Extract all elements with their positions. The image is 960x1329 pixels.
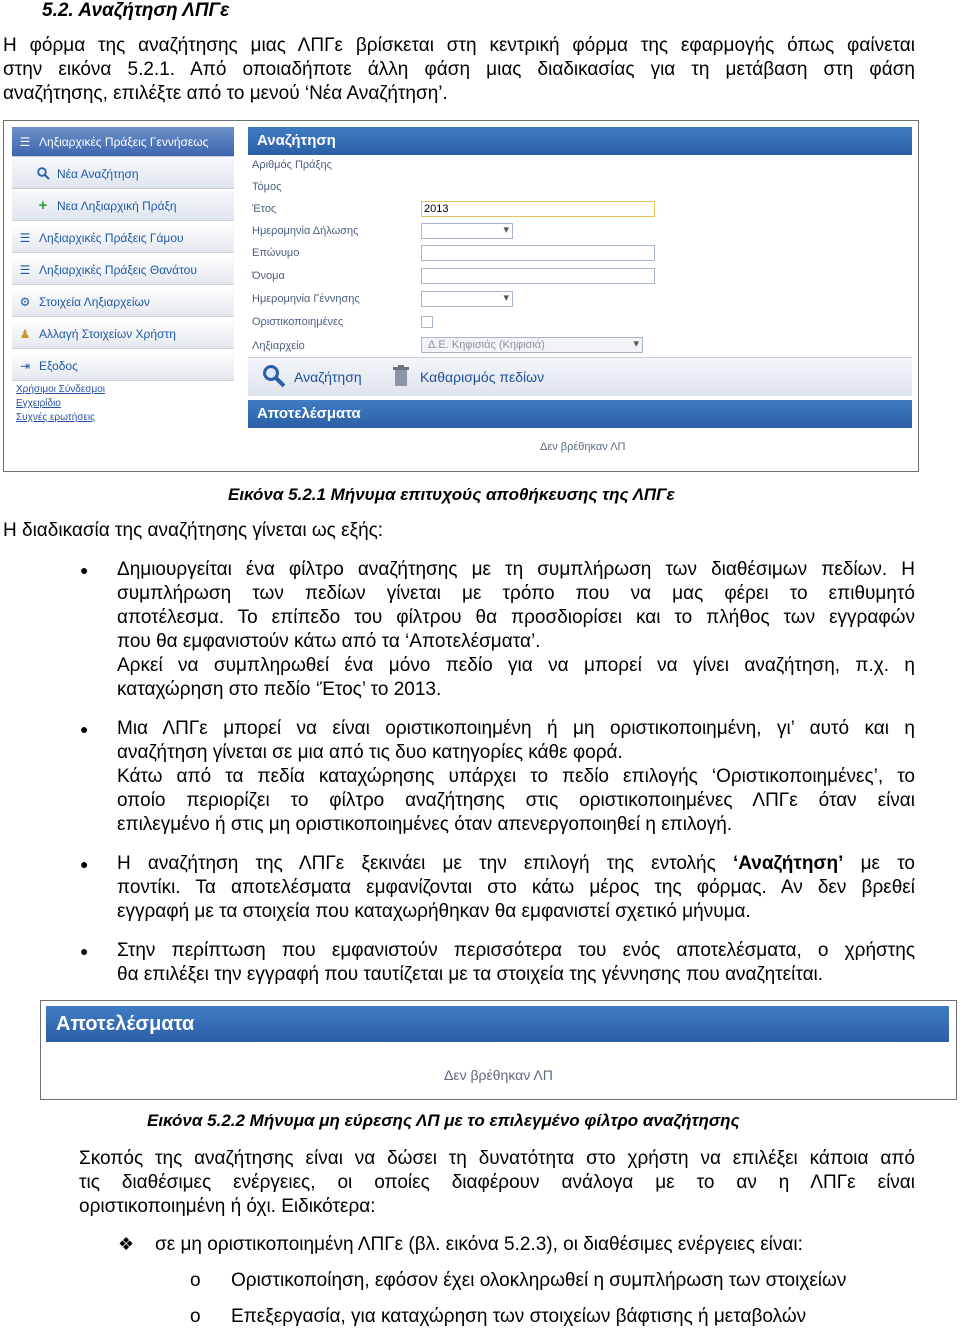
exit-icon: ⇥ [19,358,31,373]
menu-item-label: Ληξιαρχικές Πράξεις Θανάτου [39,262,197,277]
closing-line-2: τις διαθέσιμες ενέργειες, οι οποίες διαφέρουν ανάλογα με το αν η ΛΠΓε είναι [79,1172,915,1193]
link-manual[interactable]: Εγχειρίδιο [16,398,61,409]
menu-item-label: Νεα Ληξιαρχική Πράξη [57,198,177,213]
clear-fields-button[interactable] [392,364,544,390]
registry-select[interactable]: Δ.Ε. Κηφισιάς (Κηφισιά) ▾ [421,337,643,353]
intro-line-1: Η φόρμα της αναζήτησης μιας ΛΠΓε βρίσκεται στη κεντρική φόρμα της εφαρμογής όπως φαίνεται [3,35,915,56]
bullet-dot: ● [80,943,89,959]
search-button-label: Αναζήτηση [294,369,362,385]
label-name: Όνομα [252,270,285,282]
menu-item-marriage-acts[interactable] [12,223,234,253]
sub-item-1: Οριστικοποίηση, εφόσον έχει ολοκληρωθεί η συμπλήρωση των στοιχείων [231,1270,847,1291]
diamond-bullet-icon: ❖ [118,1234,135,1254]
search-icon [262,364,286,391]
figure-search-form-screenshot [3,120,919,472]
label-registry: Ληξιαρχείο [252,340,305,352]
bullet-1-line-1: Δημιουργείται ένα φίλτρο αναζήτησης με τη συμπλήρωση των διαθέσιμων πεδίων. Η [117,559,915,580]
search-actions [248,357,912,396]
label-declaration-date: Ημερομηνία Δήλωσης [252,225,359,237]
list-icon: ☰ [19,262,31,277]
figure-results-screenshot [40,1000,957,1100]
bullet-1-line-6: καταχώρηση στο πεδίο ‘Έτος’ το 2013. [117,679,442,700]
link-useful-links[interactable]: Χρήσιμοι Σύνδεσμοι [16,384,106,395]
link-faq[interactable]: Συχνές ερωτήσεις [16,412,95,423]
search-panel-title: Αναζήτηση [248,127,912,155]
bullet-3-line-3: εγγραφή με τα στοιχεία που καταχωρήθηκαν θα εμφανιστεί σχετικό μήνυμα. [117,901,751,922]
finalized-checkbox[interactable] [421,316,433,328]
results-empty-message: Δεν βρέθηκαν ΛΠ [444,1067,553,1083]
results-title: Αποτελέσματα [248,400,912,428]
menu-item-death-acts[interactable] [12,255,234,285]
label-volume: Τόμος [252,181,282,193]
menu-item-registry-info[interactable] [12,287,234,317]
figure-1-caption: Εικόνα 5.2.1 Μήνυμα επιτυχούς αποθήκευσης της ΛΠΓε [228,485,675,504]
clear-fields-label: Καθαρισμός πεδίων [420,369,545,385]
label-year: Έτος [252,203,277,215]
intro-line-3: αναζήτησης, επιλέξτε από το μενού ‘Νέα Αναζήτηση’. [3,83,448,104]
label-finalized: Οριστικοποιημένες [252,316,344,328]
bullet-3-text: Η αναζήτηση της ΛΠΓε ξεκινάει με την επιλογή της εντολής [117,853,733,874]
search-button[interactable] [262,364,362,390]
closing-line-1: Σκοπός της αναζήτησης είναι να δώσει τη δυνατότητα στο χρήστη να επιλέξει κάποια από [79,1148,915,1169]
menu-item-label: Αλλαγή Στοιχείων Χρήστη [39,326,176,341]
closing-line-3: οριστικοποιημένη ή όχι. Ειδικότερα: [79,1196,376,1217]
label-birth-date: Ημερομηνία Γέννησης [252,293,360,305]
section-heading: 5.2. Αναζήτηση ΛΠΓε [42,0,230,21]
bullet-4-line-1: Στην περίπτωση που εμφανιστούν περισσότερα του ενός αποτελέσματα, ο χρήστης [117,940,915,961]
search-command: ‘Αναζήτηση’ [732,853,844,874]
plus-icon: + [38,197,48,214]
bullet-2-line-2: αναζήτηση γίνεται σε μια από τις δυο κατηγορίες κάθε φορά. [117,742,623,763]
menu-item-new-search[interactable] [12,159,234,189]
diamond-item: σε μη οριστικοποιημένη ΛΠΓε (βλ. εικόνα 5.2.3), οι διαθέσιμες ενέργειες είναι: [155,1234,803,1255]
year-input[interactable]: 2013 [421,201,655,217]
name-input[interactable] [421,268,655,284]
bullet-2-line-1: Μια ΛΠΓε μπορεί να είναι οριστικοποιημένη ή μη οριστικοποιημένη, γι’ αυτό και η [117,718,915,739]
sub-bullet-o: o [190,1306,201,1327]
bullet-3-text-end: με το [843,853,915,874]
bullet-dot: ● [80,856,89,872]
menu-item-new-act[interactable] [12,191,234,221]
menu-item-birth-acts[interactable] [12,127,234,157]
gear-icon: ⚙ [19,294,31,309]
birth-date-picker[interactable] [421,291,513,307]
trash-icon [392,365,410,390]
bullet-1-line-4: που θα εμφανιστούν κάτω από τα ‘Αποτελέσματα’. [117,631,541,652]
results-empty-message: Δεν βρέθηκαν ΛΠ [540,441,626,453]
intro-line-2: στην εικόνα 5.2.1. Από οποιαδήποτε άλλη φάση μιας διαδικασίας για τη μετάβαση στη φάση [3,59,915,80]
label-act-number: Αριθμός Πράξης [252,159,332,171]
declaration-date-picker[interactable] [421,223,513,239]
menu-item-exit[interactable] [12,351,234,381]
bullet-4-line-2: θα επιλέξει την εγγραφή που ταυτίζεται με τα στοιχεία της γέννησης που αναζητείται. [117,964,824,985]
bullet-2-line-4: οποίο περιορίζει το φίλτρο αναζήτησης στις οριστικοποιημένες ΛΠΓε όταν είναι [117,790,915,811]
bullet-dot: ● [80,721,89,737]
list-icon: ☰ [19,134,31,149]
menu-item-label: Νέα Αναζήτηση [57,166,139,181]
figure-2-caption: Εικόνα 5.2.2 Μήνυμα μη εύρεσης ΛΠ με το επιλεγμένο φίλτρο αναζήτησης [147,1111,740,1130]
menu-item-label: Ληξιαρχικές Πράξεις Γάμου [39,230,184,245]
bullet-1-line-3: αποτέλεσμα. Το επίπεδο του φίλτρου θα προσδιορίσει και το πλήθος των εγγραφών [117,607,915,628]
menu-item-change-user[interactable] [12,319,234,349]
bullet-3-line-1 [117,852,915,876]
bullet-1-line-2: συμπλήρωση των πεδίων γίνεται με τρόπο που να μας φέρει το επιθυμητό [117,583,915,604]
list-icon: ☰ [19,230,31,245]
useful-links [16,383,105,425]
sub-item-2: Επεξεργασία, για καταχώρηση των στοιχείων βάφτισης ή μεταβολών [231,1306,807,1327]
results-title: Αποτελέσματα [46,1006,949,1042]
bullet-3-line-2: ποντίκι. Τα αποτελέσματα εμφανίζονται στο κάτω μέρος της φόρμας. Αν δεν βρεθεί [117,877,915,898]
menu-item-label: Στοιχεία Ληξιαρχείων [39,294,150,309]
bullet-dot: ● [80,562,89,578]
search-icon [36,167,50,181]
menu-item-label: Εξοδος [39,358,78,373]
user-icon: ♟ [19,326,31,341]
menu-item-label: Ληξιαρχικές Πράξεις Γεννήσεως [39,134,209,149]
bullet-2-line-5: επιλεγμένο ή στις μη οριστικοποιημένες όταν απενεργοποιηθεί η επιλογή. [117,814,733,835]
process-intro: Η διαδικασία της αναζήτησης γίνεται ως εξής: [3,520,384,541]
surname-input[interactable] [421,245,655,261]
bullet-1-line-5: Αρκεί να συμπληρωθεί ένα μόνο πεδίο για να μπορεί να γίνει αναζήτηση, π.χ. η [117,655,915,676]
search-panel [248,127,912,423]
bullet-2-line-3: Κάτω από τα πεδία καταχώρησης υπάρχει το πεδίο επιλογής ‘Οριστικοποιημένες’, το [117,766,915,787]
sidebar-menu [12,127,234,383]
label-surname: Επώνυμο [252,247,300,259]
sub-bullet-o: o [190,1270,201,1291]
